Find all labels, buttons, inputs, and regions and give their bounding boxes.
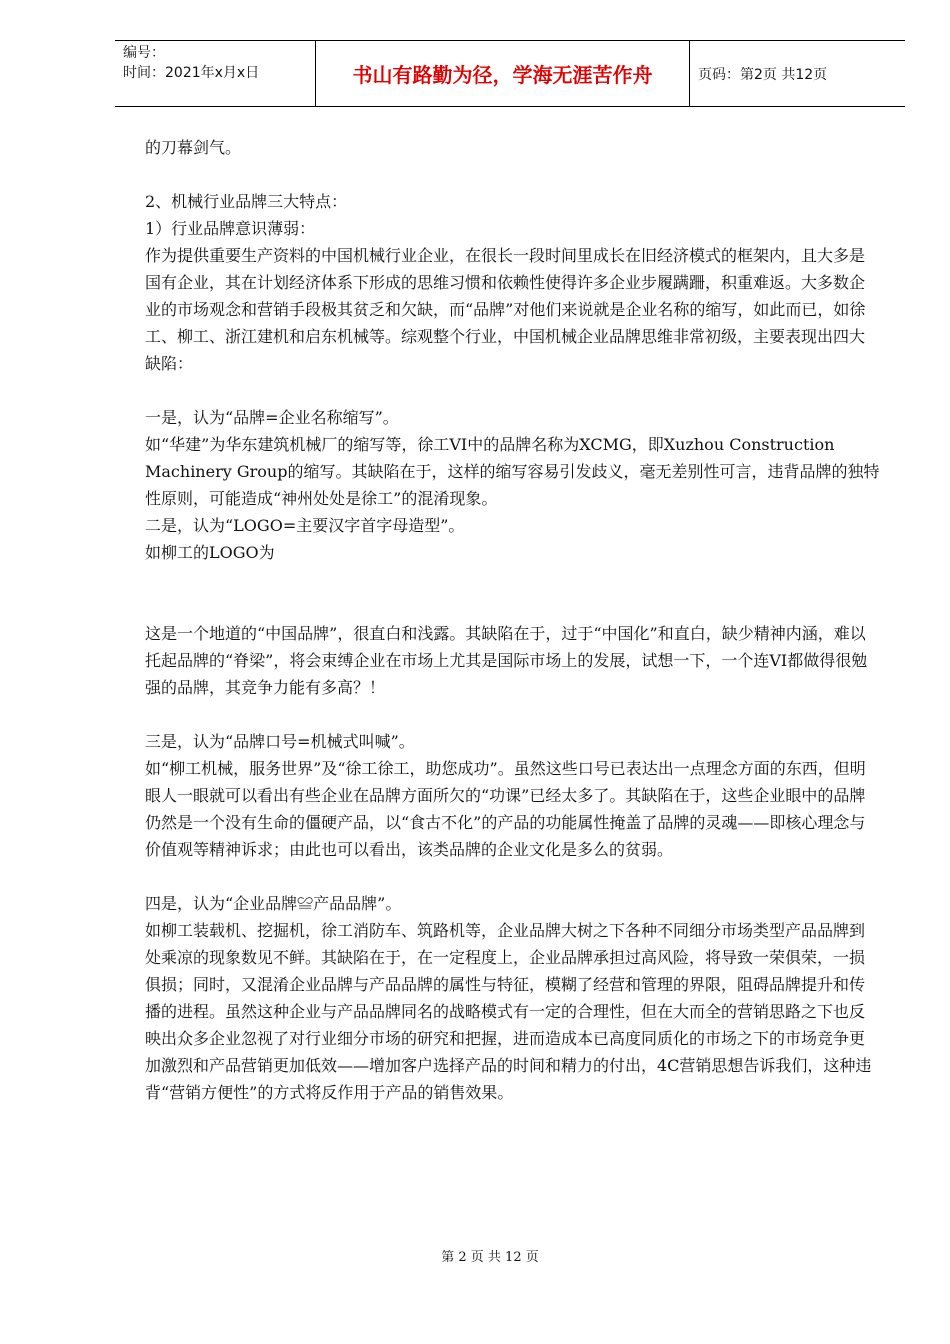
document-code-label: 编号：: [123, 45, 165, 61]
header-motto: 书山有路勤为径，学海无涯苦作舟: [315, 41, 690, 106]
paragraph: 如“华建”为华东建筑机械厂的缩写等，徐工VI中的品牌名称为XCMG，即Xuzhou Construction Machinery Group的缩写。其缺陷在于，这样的缩写容易引发歧义，毫无差别性可言，违背品牌的独特性原则，可能造成“神州处处是徐工”的混淆现象。: [145, 435, 880, 508]
paragraph: 如柳工的LOGO为: [145, 543, 275, 562]
point-heading: 三是，认为“品牌口号=机械式叫喊”。: [145, 732, 415, 751]
paragraph-gap: [145, 863, 880, 890]
point-heading: 二是，认为“LOGO=主要汉字首字母造型”。: [145, 516, 465, 535]
page-footer: 第 2 页 共 12 页: [441, 1250, 539, 1265]
header-page-label: 页码：第2页 共12页: [698, 66, 828, 83]
point-heading: 一是，认为“品牌=企业名称缩写”。: [145, 408, 399, 427]
page-header: [115, 40, 905, 107]
paragraph: 这是一个地道的“中国品牌”，很直白和浅露。其缺陷在于，过于“中国化”和直白，缺少精神内涵，难以托起品牌的“脊梁”，将会束缚企业在市场上尤其是国际市场上的发展，试想一下，一个连VI都做得很勉强的品牌，其竞争力能有多高？！: [145, 624, 868, 697]
paragraph: 作为提供重要生产资料的中国机械行业企业，在很长一段时间里成长在旧经济模式的框架内，且大多是国有企业，其在计划经济体系下形成的思维习惯和依赖性使得许多企业步履蹒跚，积重难返。大多数企业的市场观念和营销手段极其贫乏和欠缺，而“品牌”对他们来说就是企业名称的缩写，如此而已，如徐工、柳工、浙江建机和启东机械等。综观整个行业，中国机械企业品牌思维非常初级，主要表现出四大缺陷：: [145, 246, 866, 373]
paragraph-gap: [145, 161, 880, 188]
subsection-heading: 1）行业品牌意识薄弱：: [145, 219, 316, 238]
logo-placeholder-gap: [145, 566, 880, 620]
paragraph-gap: [145, 701, 880, 728]
point-heading: 四是，认为“企业品牌≌产品品牌”。: [145, 894, 402, 913]
document-body: [145, 134, 880, 1106]
header-meta: [115, 41, 315, 106]
paragraph-gap: [145, 377, 880, 404]
paragraph: 如“柳工机械，服务世界”及“徐工徐工，助您成功”。虽然这些口号已表达出一点理念方面的东西，但明眼人一眼就可以看出有些企业在品牌方面所欠的“功课”已经太多了。其缺陷在于，这些企业眼中的品牌仍然是一个没有生命的僵硬产品，以“食古不化”的产品的功能属性掩盖了品牌的灵魂——即核心理念与价值观等精神诉求；由此也可以看出，该类品牌的企业文化是多么的贫弱。: [145, 759, 866, 859]
section-heading: 2、机械行业品牌三大特点：: [145, 192, 348, 211]
document-time-label: 时间：2021年x月x日: [123, 65, 260, 81]
paragraph: 如柳工装载机、挖掘机，徐工消防车、筑路机等，企业品牌大树之下各种不同细分市场类型产品品牌到处乘凉的现象数见不鲜。其缺陷在于，在一定程度上，企业品牌承担过高风险，将导致一荣俱荣，一损俱损；同时，又混淆企业品牌与产品品牌的属性与特征，模糊了经营和管理的界限，阻碍品牌提升和传播的进程。虽然这种企业与产品品牌同名的战略模式有一定的合理性，但在大而全的营销思路之下也反映出众多企业忽视了对行业细分市场的研究和把握，进而造成本已高度同质化的市场之下的市场竞争更加激烈和产品营销更加低效——增加客户选择产品的时间和精力的付出，4C营销思想告诉我们，这种违背“营销方便性”的方式将反作用于产品的销售效果。: [145, 921, 872, 1102]
paragraph: 的刀幕剑气。: [145, 138, 242, 157]
